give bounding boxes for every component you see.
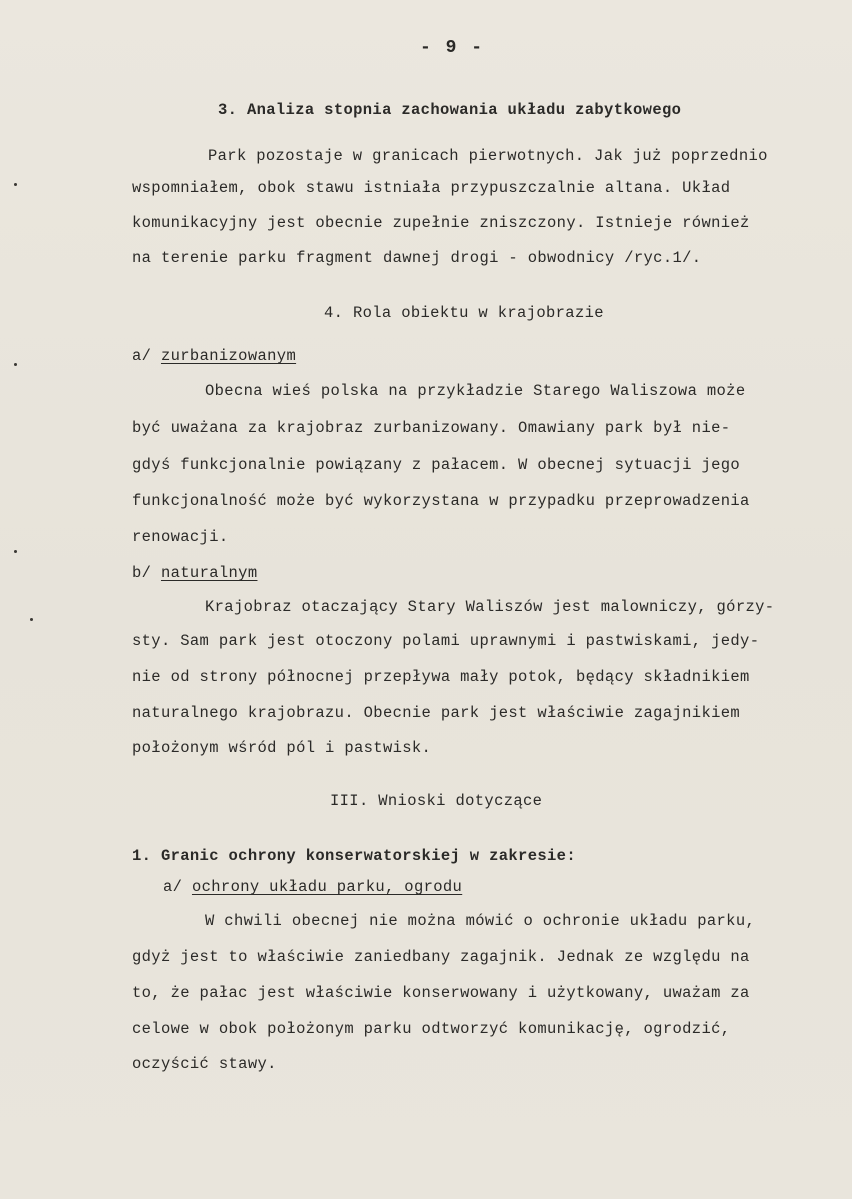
paragraph-line: celowe w obok położonym parku odtworzyć komunikację, ogrodzić, [132, 1020, 731, 1038]
subsection-b-heading [132, 563, 257, 583]
paragraph-line: sty. Sam park jest otoczony polami uprawnymi i pastwiskami, jedy- [132, 632, 760, 650]
paragraph-line: renowacji. [132, 528, 229, 546]
paragraph-line: to, że pałac jest właściwie konserwowany i użytkowany, uważam za [132, 984, 750, 1002]
paragraph-line: komunikacyjny jest obecnie zupełnie zniszczony. Istnieje również [132, 214, 750, 232]
subsection-iii-a-prefix: a/ [163, 878, 183, 896]
margin-mark [30, 618, 33, 621]
subsection-b-label: naturalnym [160, 564, 258, 582]
paragraph-line: Park pozostaje w granicach pierwotnych. Jak już poprzednio [208, 147, 768, 165]
paragraph-line: gdyż jest to właściwie zaniedbany zagajnik. Jednak ze względu na [132, 948, 750, 966]
subsection-iii-a-heading [163, 877, 462, 897]
subsection-a-label: zurbanizowanym [160, 347, 297, 365]
paragraph-line: funkcjonalność może być wykorzystana w przypadku przeprowadzenia [132, 492, 750, 510]
paragraph-line: położonym wśród pól i pastwisk. [132, 739, 432, 757]
section-3-heading: 3. Analiza stopnia zachowania układu zabytkowego [218, 101, 682, 119]
paragraph-line: Obecna wieś polska na przykładzie Starego Waliszowa może [205, 382, 746, 400]
section-iii-heading: III. Wnioski dotyczące [330, 792, 543, 810]
page-number: - 9 - [420, 38, 485, 58]
item-1-heading: 1. Granic ochrony konserwatorskiej w zakresie: [132, 847, 576, 865]
subsection-a-prefix: a/ [132, 347, 152, 365]
paragraph-line: wspomniałem, obok stawu istniała przypuszczalnie altana. Układ [132, 179, 731, 197]
paragraph-line: nie od strony północnej przepływa mały potok, będący składnikiem [132, 668, 750, 686]
subsection-iii-a-label: ochrony układu parku, ogrodu [191, 878, 463, 896]
section-4-heading: 4. Rola obiektu w krajobrazie [324, 304, 604, 322]
paragraph-line: Krajobraz otaczający Stary Waliszów jest malowniczy, górzy- [205, 598, 775, 616]
paragraph-line: na terenie parku fragment dawnej drogi - obwodnicy /ryc.1/. [132, 249, 702, 267]
paragraph-line: być uważana za krajobraz zurbanizowany. Omawiany park był nie- [132, 419, 731, 437]
paragraph-line: W chwili obecnej nie można mówić o ochronie układu parku, [205, 912, 756, 930]
margin-mark [14, 363, 17, 366]
paragraph-line: gdyś funkcjonalnie powiązany z pałacem. W obecnej sytuacji jego [132, 456, 741, 474]
subsection-a-heading [132, 346, 296, 366]
subsection-b-prefix: b/ [132, 564, 152, 582]
paragraph-line: naturalnego krajobrazu. Obecnie park jest właściwie zagajnikiem [132, 704, 741, 722]
paragraph-line: oczyścić stawy. [132, 1055, 277, 1073]
margin-mark [14, 550, 17, 553]
margin-mark [14, 183, 17, 186]
